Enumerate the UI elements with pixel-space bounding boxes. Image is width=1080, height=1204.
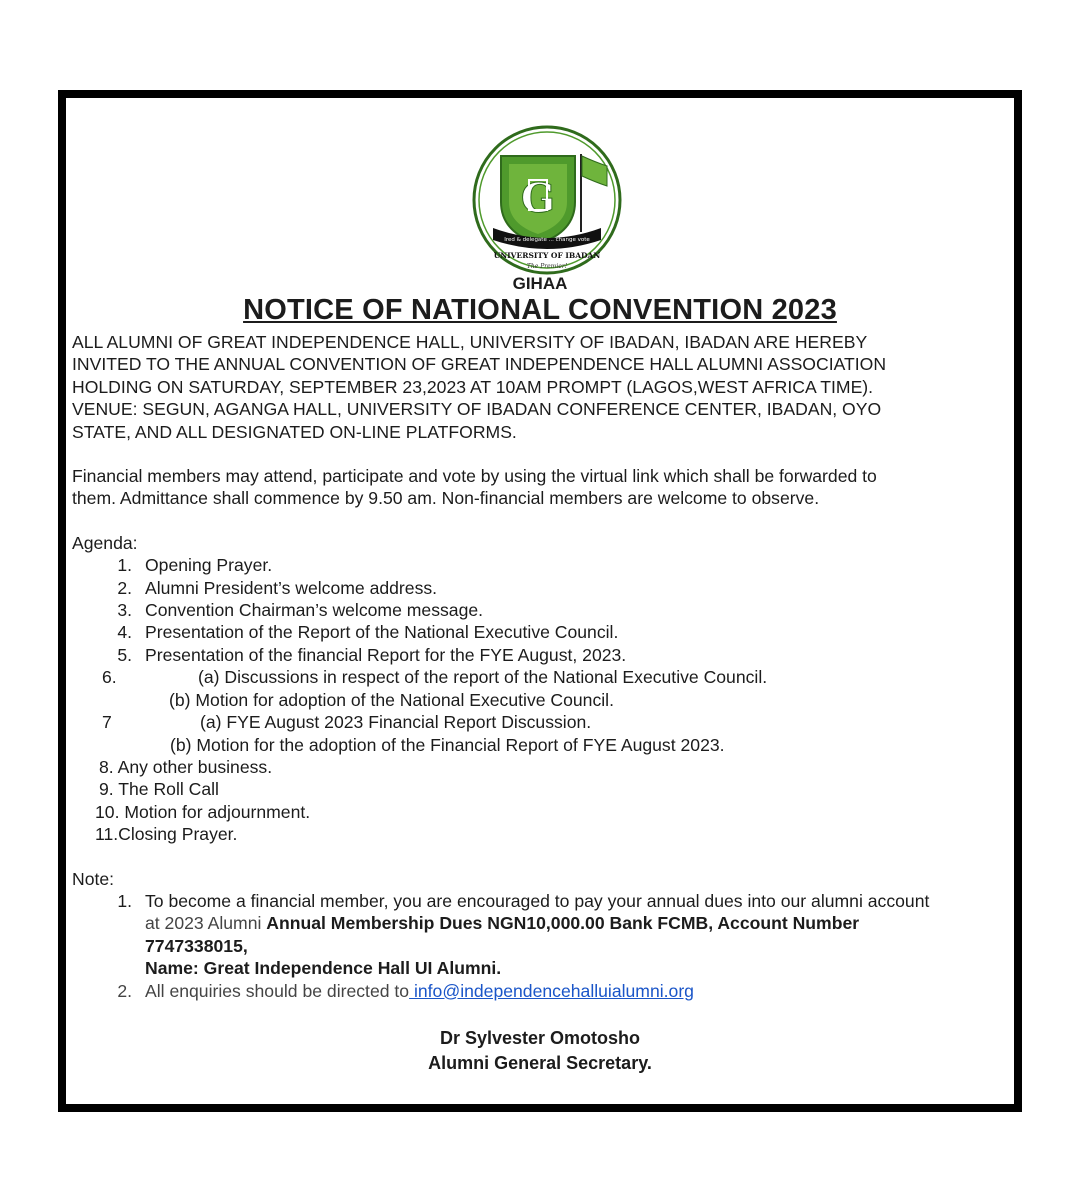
intro-line: HOLDING ON SATURDAY, SEPTEMBER 23,2023 AT 10AM PROMPT (LAGOS,WEST AFRICA TIME). [72, 376, 874, 397]
agenda-item: 2. Alumni President’s welcome address. [117, 577, 438, 598]
enquiry-email-link[interactable]: info@independencehalluialumni.org [409, 980, 694, 1001]
agenda-item-6b: (b) Motion for adoption of the National Executive Council. [169, 689, 614, 710]
svg-text:G: G [520, 175, 556, 222]
notice-frame [58, 90, 1022, 1112]
org-acronym: GIHAA [512, 274, 568, 293]
svg-text:The Premier!: The Premier! [526, 263, 568, 270]
note-item-1: 1. To become a financial member, you are encouraged to pay your annual dues into our alumni account at 2023 Alumni Annual Membership Dues NGN10,000.00 Bank FCMB, Account Number 7747338015, Name: Great Independence Hall UI Alumni. [117, 890, 930, 979]
intro-line: INVITED TO THE ANNUAL CONVENTION OF GREAT INDEPENDENCE HALL ALUMNI ASSOCIATION [72, 354, 887, 375]
svg-text:UNIVERSITY OF IBADAN: UNIVERSITY OF IBADAN [493, 251, 601, 260]
svg-text:Ired & delegate ... change vot: Ired & delegate ... change vote [504, 237, 590, 243]
agenda-item: 10. Motion for adjournment. [95, 801, 311, 822]
gihaa-crest-logo [471, 124, 623, 276]
financial-line: Financial members may attend, participate and vote by using the virtual link which shall be forwarded to [72, 466, 877, 487]
signatory-role: Alumni General Secretary. [428, 1053, 652, 1073]
agenda-item: 9. The Roll Call [99, 779, 219, 800]
agenda-item: 1. Opening Prayer. [117, 555, 273, 576]
note-item-2: 2. All enquiries should be directed to info@independencehalluialumni.org [117, 980, 694, 1001]
note-heading: Note: [72, 868, 115, 889]
notice-title: NOTICE OF NATIONAL CONVENTION 2023 [243, 294, 837, 326]
signatory-name: Dr Sylvester Omotosho [439, 1028, 641, 1048]
notice-body [72, 331, 1006, 1002]
agenda-item: 11.Closing Prayer. [95, 824, 238, 845]
financial-paragraph [72, 465, 1006, 510]
intro-line: VENUE: SEGUN, AGANGA HALL, UNIVERSITY OF IBADAN CONFERENCE CENTER, IBADAN, OYO [72, 399, 882, 420]
financial-line: them. Admittance shall commence by 9.50 am. Non-financial members are welcome to observe. [72, 488, 820, 509]
intro-line: ALL ALUMNI OF GREAT INDEPENDENCE HALL, UNIVERSITY OF IBADAN, IBADAN ARE HEREBY [72, 332, 868, 352]
signature-block [66, 1026, 1014, 1076]
agenda-item: 3. Convention Chairman’s welcome message. [117, 600, 484, 621]
intro-paragraph [72, 331, 1006, 443]
agenda-item: 4. Presentation of the Report of the National Executive Council. [117, 622, 619, 643]
agenda-item-7a: 7 (a) FYE August 2023 Financial Report Discussion. [102, 712, 592, 733]
agenda-item-6a: 6. (a) Discussions in respect of the report of the National Executive Council. [102, 667, 768, 688]
intro-line: STATE, AND ALL DESIGNATED ON-LINE PLATFORMS. [72, 421, 517, 442]
agenda-heading: Agenda: [72, 532, 138, 553]
agenda-item: 8. Any other business. [99, 756, 273, 777]
agenda-item: 5. Presentation of the financial Report for the FYE August, 2023. [117, 644, 627, 665]
agenda-item-7b: (b) Motion for the adoption of the Financial Report of FYE August 2023. [170, 734, 725, 755]
